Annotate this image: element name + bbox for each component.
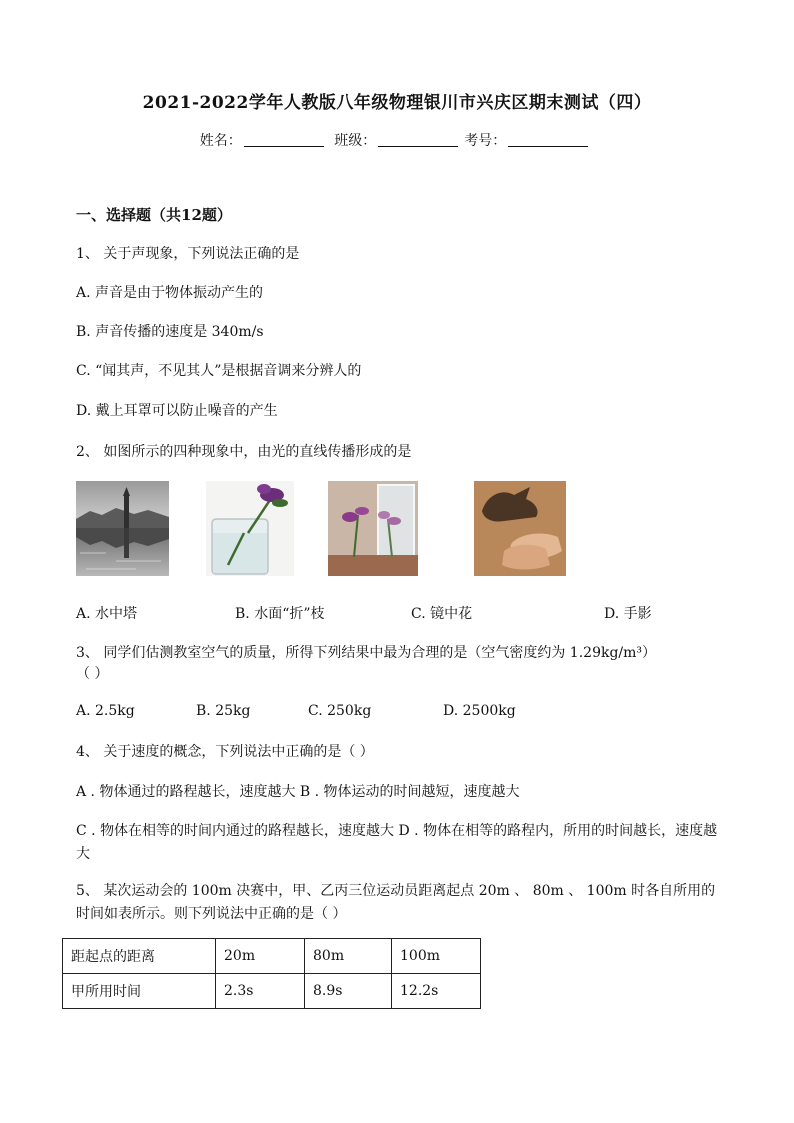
class-blank[interactable] [378, 132, 458, 147]
name-label: 姓名： [199, 133, 242, 149]
q5-data-table [62, 938, 481, 1009]
q2-option-c: C. 镜中花 [411, 606, 473, 622]
bent-branch-image [206, 481, 294, 576]
table-cell: 甲所用时间 [63, 974, 216, 1009]
q2-stem: 2、 如图所示的四种现象中，由光的直线传播形成的是 [76, 444, 412, 460]
exam-no-label: 考号： [464, 133, 507, 149]
tower-reflection-image [76, 481, 169, 576]
q2-option-d: D. 手影 [604, 606, 652, 622]
q3-answer-paren: （ ） [76, 666, 109, 682]
section-title: 一、选择题（共12题） [76, 206, 232, 224]
q4-options-cd: C . 物体在相等的时间内通过的路程越长，速度越大 D . 物体在相等的路程内，所用的时间越长，速度越大 [76, 823, 718, 862]
mirror-flower-image [328, 481, 418, 576]
q1-option-b: B. 声音传播的速度是 340m/s [76, 324, 264, 340]
q1-option-c: C. “闻其声，不见其人”是根据音调来分辨人的 [76, 363, 362, 379]
q3-stem: 3、 同学们估测教室空气的质量，所得下列结果中最为合理的是（空气密度约为 1.29kg/m³） [76, 645, 657, 661]
q3-option-c: C. 250kg [308, 703, 372, 719]
q3-option-d: D. 2500kg [443, 703, 516, 719]
class-label: 班级： [334, 133, 377, 149]
q2-option-a: A. 水中塔 [76, 606, 138, 622]
student-info-line [0, 130, 794, 150]
table-cell: 2.3s [216, 974, 305, 1009]
q1-option-d: D. 戴上耳罩可以防止噪音的产生 [76, 403, 278, 419]
table-row [63, 939, 481, 974]
table-cell: 8.9s [305, 974, 392, 1009]
q5-stem: 5、 某次运动会的 100m 决赛中，甲、乙丙三位运动员距离起点 20m 、 80m 、 100m 时各自所用的时间如表所示。则下列说法中正确的是（ ） [76, 883, 716, 922]
table-cell: 100m [392, 939, 481, 974]
table-cell: 距起点的距离 [63, 939, 216, 974]
table-cell: 12.2s [392, 974, 481, 1009]
exam-title: 2021-2022学年人教版八年级物理银川市兴庆区期末测试（四） [142, 93, 652, 113]
name-blank[interactable] [244, 132, 324, 147]
q3-option-b: B. 25kg [196, 703, 251, 719]
q1-option-a: A. 声音是由于物体振动产生的 [76, 285, 264, 301]
hand-shadow-image [474, 481, 566, 576]
exam-no-blank[interactable] [508, 132, 588, 147]
q4-stem: 4、 关于速度的概念，下列说法中正确的是（ ） [76, 744, 374, 760]
q1-stem: 1、 关于声现象，下列说法正确的是 [76, 246, 300, 262]
q4-options-ab: A . 物体通过的路程越长，速度越大 B . 物体运动的时间越短，速度越大 [76, 784, 520, 800]
table-row [63, 974, 481, 1009]
q3-option-a: A. 2.5kg [76, 703, 135, 719]
table-cell: 80m [305, 939, 392, 974]
q2-option-b: B. 水面“折”枝 [235, 606, 325, 622]
table-cell: 20m [216, 939, 305, 974]
